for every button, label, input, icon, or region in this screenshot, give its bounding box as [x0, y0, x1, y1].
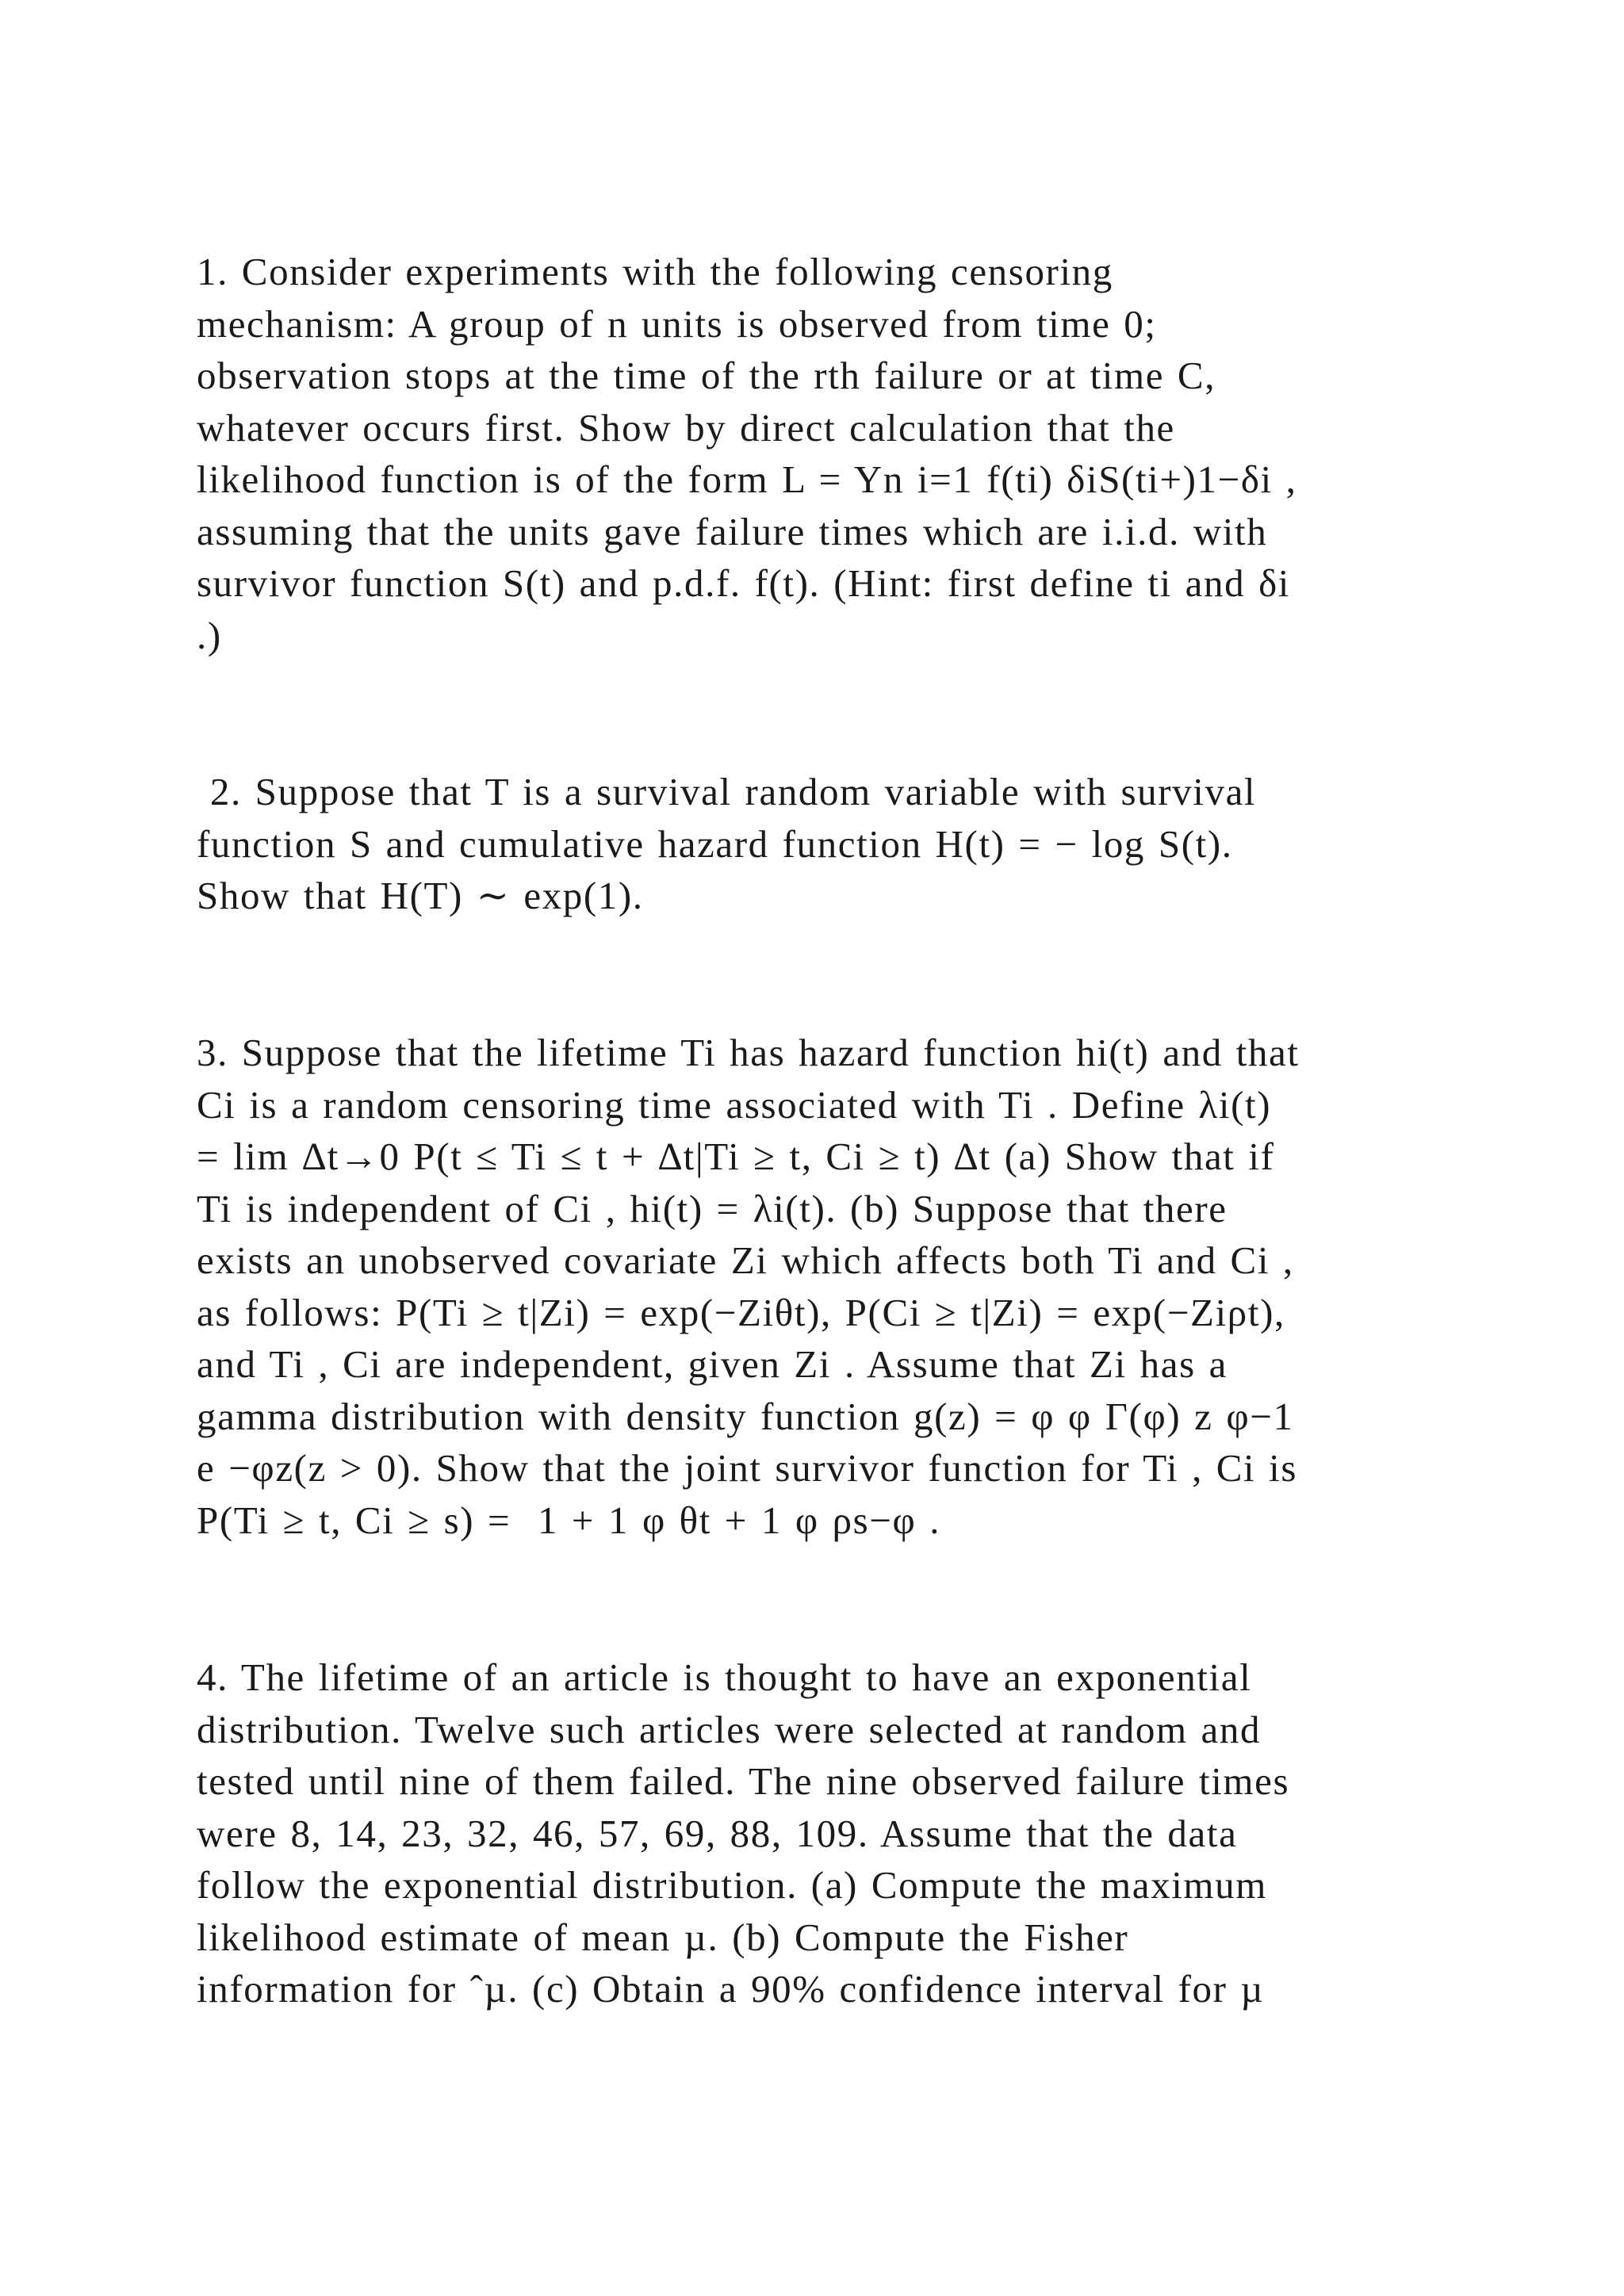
problem-4-line: likelihood estimate of mean µ. (b) Compute the Fisher: [197, 1915, 1129, 1959]
problem-3-line: Ti is independent of Ci , hi(t) = λi(t). (b) Suppose that there: [197, 1186, 1228, 1230]
problem-3-line: gamma distribution with density function g(z) = φ φ Γ(φ) z φ−1: [197, 1394, 1294, 1438]
problem-2-line: Show that H(T) ∼ exp(1).: [197, 874, 644, 917]
problem-1-line: observation stops at the time of the rth failure or at time C,: [197, 354, 1216, 397]
problem-1: [197, 246, 1450, 661]
problem-4-line: distribution. Twelve such articles were selected at random and: [197, 1707, 1262, 1751]
problem-3-line: as follows: P(Ti ≥ t|Zi) = exp(−Ziθt), P(Ci ≥ t|Zi) = exp(−Ziρt),: [197, 1290, 1285, 1334]
problem-1-line: mechanism: A group of n units is observed from time 0;: [197, 301, 1157, 346]
problem-1-line: whatever occurs first. Show by direct calculation that the: [197, 405, 1175, 450]
problem-2: [197, 766, 1450, 922]
problem-4: [197, 1651, 1450, 2015]
problem-4-line: follow the exponential distribution. (a) Compute the maximum: [197, 1863, 1267, 1907]
problem-3-line: exists an unobserved covariate Zi which affects both Ti and Ci ,: [197, 1238, 1294, 1282]
problem-3-line: P(Ti ≥ t, Ci ≥ s) = 1 + 1 φ θt + 1 φ ρs−φ .: [197, 1498, 941, 1542]
problem-3-line: Ci is a random censoring time associated with Ti . Define λi(t): [197, 1082, 1272, 1127]
problem-1-line: assuming that the units gave failure times which are i.i.d. with: [197, 509, 1268, 553]
problem-4-line: 4. The lifetime of an article is thought to have an exponential: [197, 1655, 1252, 1699]
problem-3-line: 3. Suppose that the lifetime Ti has hazard function hi(t) and that: [197, 1031, 1300, 1074]
problem-4-line: information for ˆµ. (c) Obtain a 90% confidence interval for µ: [197, 1967, 1265, 2011]
problem-4-line: tested until nine of them failed. The nine observed failure times: [197, 1759, 1290, 1803]
problem-2-line: 2. Suppose that T is a survival random variable with survival: [197, 770, 1257, 813]
problem-3: [197, 1027, 1450, 1546]
problem-3-line: = lim ∆t→0 P(t ≤ Ti ≤ t + ∆t|Ti ≥ t, Ci ≥ t) ∆t (a) Show that if: [197, 1135, 1275, 1178]
problem-3-line: and Ti , Ci are independent, given Zi . Assume that Zi has a: [197, 1342, 1228, 1386]
problem-4-line: were 8, 14, 23, 32, 46, 57, 69, 88, 109. Assume that the data: [197, 1811, 1238, 1855]
problem-1-line: survivor function S(t) and p.d.f. f(t). (Hint: first define ti and δi: [197, 561, 1290, 605]
problem-1-line: 1. Consider experiments with the following censoring: [197, 250, 1113, 293]
problem-3-line: e −φz(z > 0). Show that the joint survivor function for Ti , Ci is: [197, 1446, 1298, 1490]
problem-2-line: function S and cumulative hazard function H(t) = − log S(t).: [197, 821, 1233, 866]
problem-1-line: .): [197, 613, 222, 657]
problem-1-line: likelihood function is of the form L = Yn i=1 f(ti) δiS(ti+)1−δi ,: [197, 457, 1297, 501]
